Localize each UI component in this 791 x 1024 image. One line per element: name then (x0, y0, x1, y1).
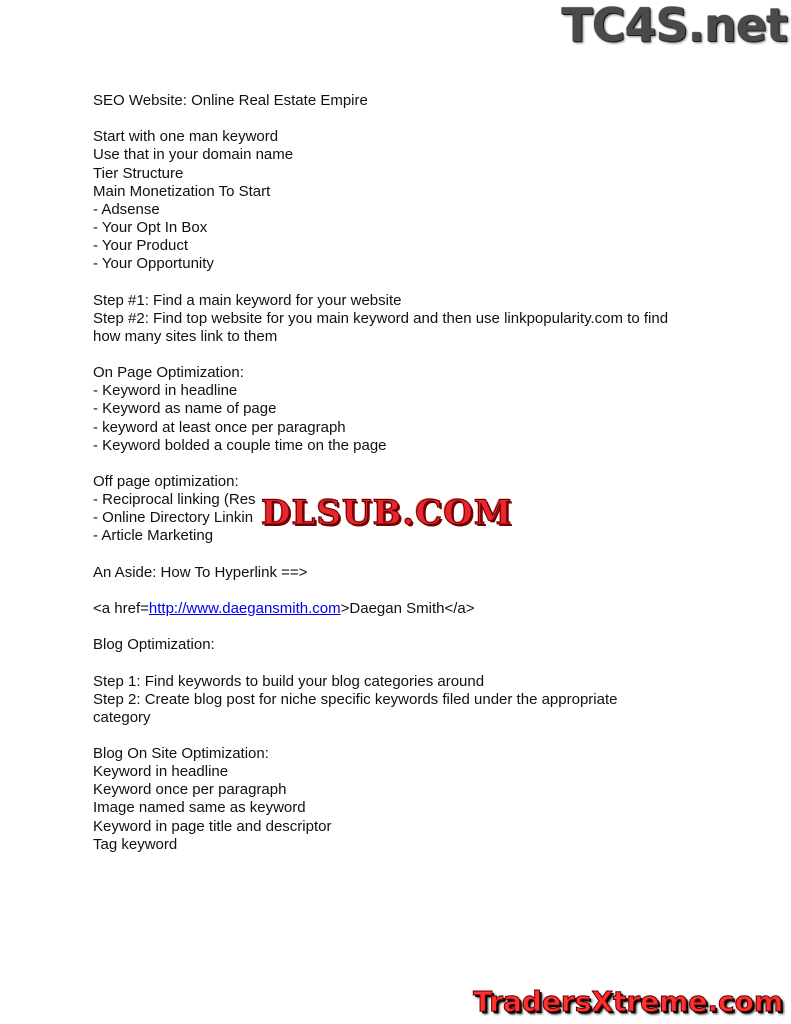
on-page-item: - Keyword bolded a couple time on the page (93, 436, 387, 454)
intro-line: - Your Product (93, 237, 189, 255)
spacer (93, 273, 733, 291)
aside-line: An Aside: How To Hyperlink ==> (93, 563, 308, 581)
intro-line: - Your Opt In Box (93, 218, 208, 236)
hyperlink-suffix: >Daegan Smith</a> (340, 599, 475, 617)
off-page-item: - Article Marketing (93, 527, 214, 545)
intro-line: Use that in your domain name (93, 146, 294, 164)
on-page-item: - Keyword as name of page (93, 400, 277, 418)
document-title: SEO Website: Online Real Estate Empire (93, 92, 368, 109)
off-page-item: - Reciprocal linking (Res (93, 491, 256, 509)
intro-line: - Your Opportunity (93, 255, 214, 273)
daegansmith-link[interactable]: http://www.daegansmith.com (148, 599, 341, 617)
on-page-heading: On Page Optimization: (93, 364, 244, 382)
blog-onsite-item: Image named same as keyword (93, 799, 306, 817)
intro-line: Tier Structure (93, 164, 184, 182)
blog-onsite-item: Keyword in headline (93, 763, 229, 781)
step-line: Step #2: Find top website for you main keyword and then use linkpopularity.com to find (93, 309, 669, 327)
intro-line: Main Monetization To Start (93, 182, 271, 200)
on-page-item: - Keyword in headline (93, 382, 238, 400)
blog-onsite-heading: Blog On Site Optimization: (93, 745, 269, 763)
spacer (93, 110, 733, 128)
on-page-item: - keyword at least once per paragraph (93, 418, 346, 436)
spacer (93, 582, 733, 600)
blog-step-line: Step 1: Find keywords to build your blog categories around (93, 672, 485, 690)
tradersxtreme-watermark: TradersXtreme.com (473, 985, 783, 1018)
spacer (93, 654, 733, 672)
hyperlink-prefix: <a href= (93, 599, 149, 617)
blog-step-line: category (93, 708, 151, 726)
blog-onsite-item: Keyword in page title and descriptor (93, 817, 332, 835)
step-line: Step #1: Find a main keyword for your website (93, 291, 402, 309)
document-body (93, 92, 733, 854)
blog-step-line: Step 2: Create blog post for niche specific keywords filed under the appropriate (93, 690, 618, 708)
off-page-item: - Online Directory Linkin (93, 509, 254, 527)
blog-onsite-item: Keyword once per paragraph (93, 781, 287, 799)
intro-line: Start with one man keyword (93, 128, 279, 146)
spacer (93, 618, 733, 636)
spacer (93, 346, 733, 364)
step-line: how many sites link to them (93, 327, 278, 345)
spacer (93, 455, 733, 473)
dlsub-watermark: DLSUB.COM (258, 494, 515, 532)
spacer (93, 546, 733, 564)
blog-heading: Blog Optimization: (93, 636, 215, 654)
hyperlink-example (93, 600, 733, 618)
off-page-heading: Off page optimization: (93, 472, 239, 490)
blog-onsite-item: Tag keyword (93, 835, 178, 853)
intro-line: - Adsense (93, 200, 160, 218)
spacer (93, 727, 733, 745)
tc4s-watermark: TC4S.net (561, 0, 787, 52)
